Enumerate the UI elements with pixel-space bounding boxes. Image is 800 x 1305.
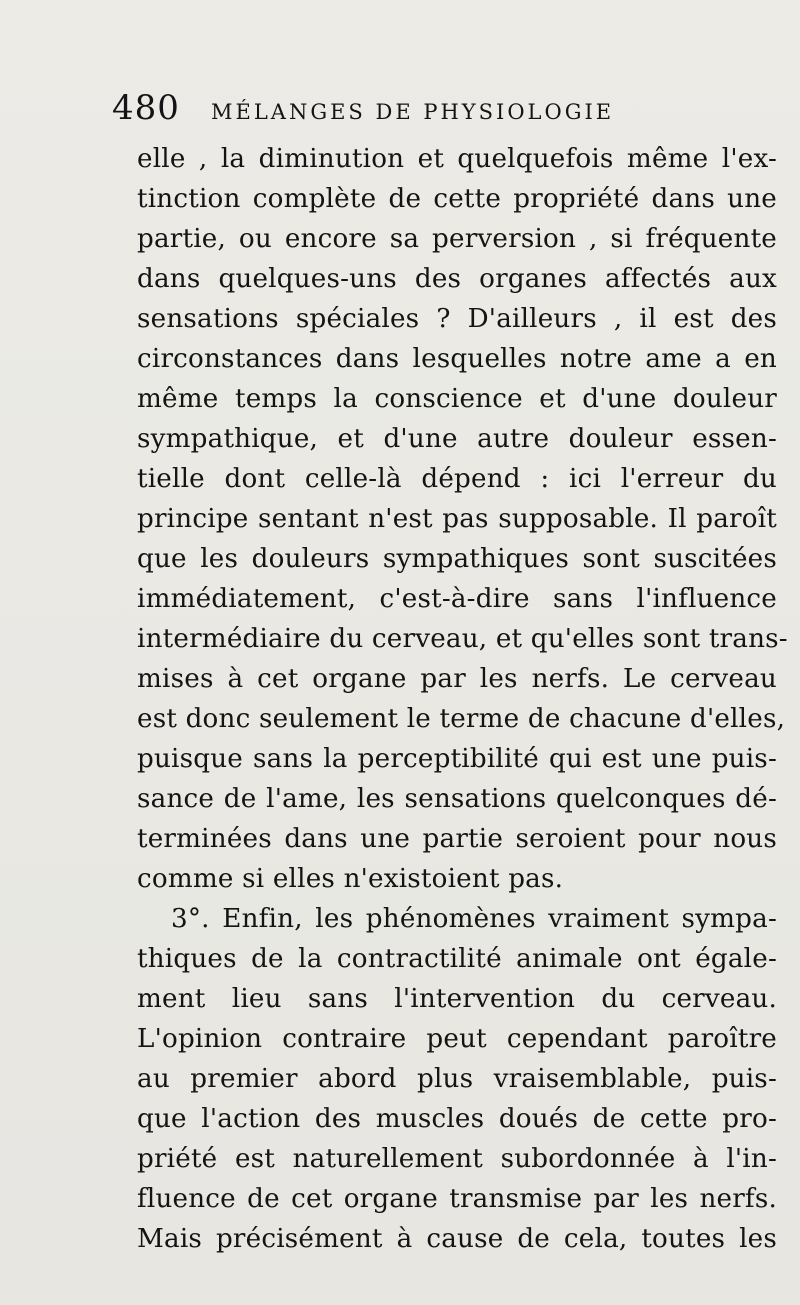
text-line: sensations spéciales ? D'ailleurs , il est des bbox=[137, 304, 777, 334]
text-line: intermédiaire du cerveau, et qu'elles sont trans- bbox=[137, 624, 788, 654]
text-line: L'opinion contraire peut cependant paroître bbox=[137, 1024, 777, 1054]
text-line: que les douleurs sympathiques sont suscitées bbox=[137, 544, 777, 574]
text-line: 3°. Enfin, les phénomènes vraiment sympa- bbox=[171, 904, 777, 934]
text-line: tinction complète de cette propriété dans une bbox=[137, 184, 777, 214]
text-line: elle , la diminution et quelquefois même l'ex- bbox=[137, 144, 777, 174]
text-line: sance de l'ame, les sensations quelconques dé- bbox=[137, 784, 777, 814]
text-line: que l'action des muscles doués de cette pro- bbox=[137, 1104, 777, 1134]
text-line: tielle dont celle-là dépend : ici l'erreur du bbox=[137, 464, 777, 494]
text-line: au premier abord plus vraisemblable, puis- bbox=[137, 1064, 777, 1094]
text-line: circonstances dans lesquelles notre ame a en bbox=[137, 344, 777, 374]
text-line: est donc seulement le terme de chacune d'elles, bbox=[137, 704, 786, 734]
page-header bbox=[112, 88, 772, 138]
text-line: ment lieu sans l'intervention du cerveau. bbox=[137, 984, 777, 1014]
text-line: fluence de cet organe transmise par les nerfs. bbox=[137, 1184, 777, 1214]
text-line: même temps la conscience et d'une douleur bbox=[137, 384, 777, 414]
text-line: immédiatement, c'est-à-dire sans l'influence bbox=[137, 584, 777, 614]
text-line: terminées dans une partie seroient pour nous bbox=[137, 824, 777, 854]
text-line: thiques de la contractilité animale ont égale- bbox=[137, 944, 777, 974]
text-line: mises à cet organe par les nerfs. Le cerveau bbox=[137, 664, 777, 694]
text-line: puisque sans la perceptibilité qui est une puis- bbox=[137, 744, 777, 774]
text-line: Mais précisément à cause de cela, toutes les bbox=[137, 1224, 777, 1254]
running-title: MÉLANGES DE PHYSIOLOGIE bbox=[211, 100, 615, 124]
page-number: 480 bbox=[112, 88, 180, 128]
text-line: dans quelques-uns des organes affectés aux bbox=[137, 264, 777, 294]
text-line: priété est naturellement subordonnée à l'in- bbox=[137, 1144, 777, 1174]
body-text bbox=[137, 139, 788, 1259]
text-line: principe sentant n'est pas supposable. Il paroît bbox=[137, 504, 777, 534]
text-line: comme si elles n'existoient pas. bbox=[137, 864, 564, 894]
text-line: partie, ou encore sa perversion , si fréquente bbox=[137, 224, 777, 254]
text-line: sympathique, et d'une autre douleur essen- bbox=[137, 424, 777, 454]
